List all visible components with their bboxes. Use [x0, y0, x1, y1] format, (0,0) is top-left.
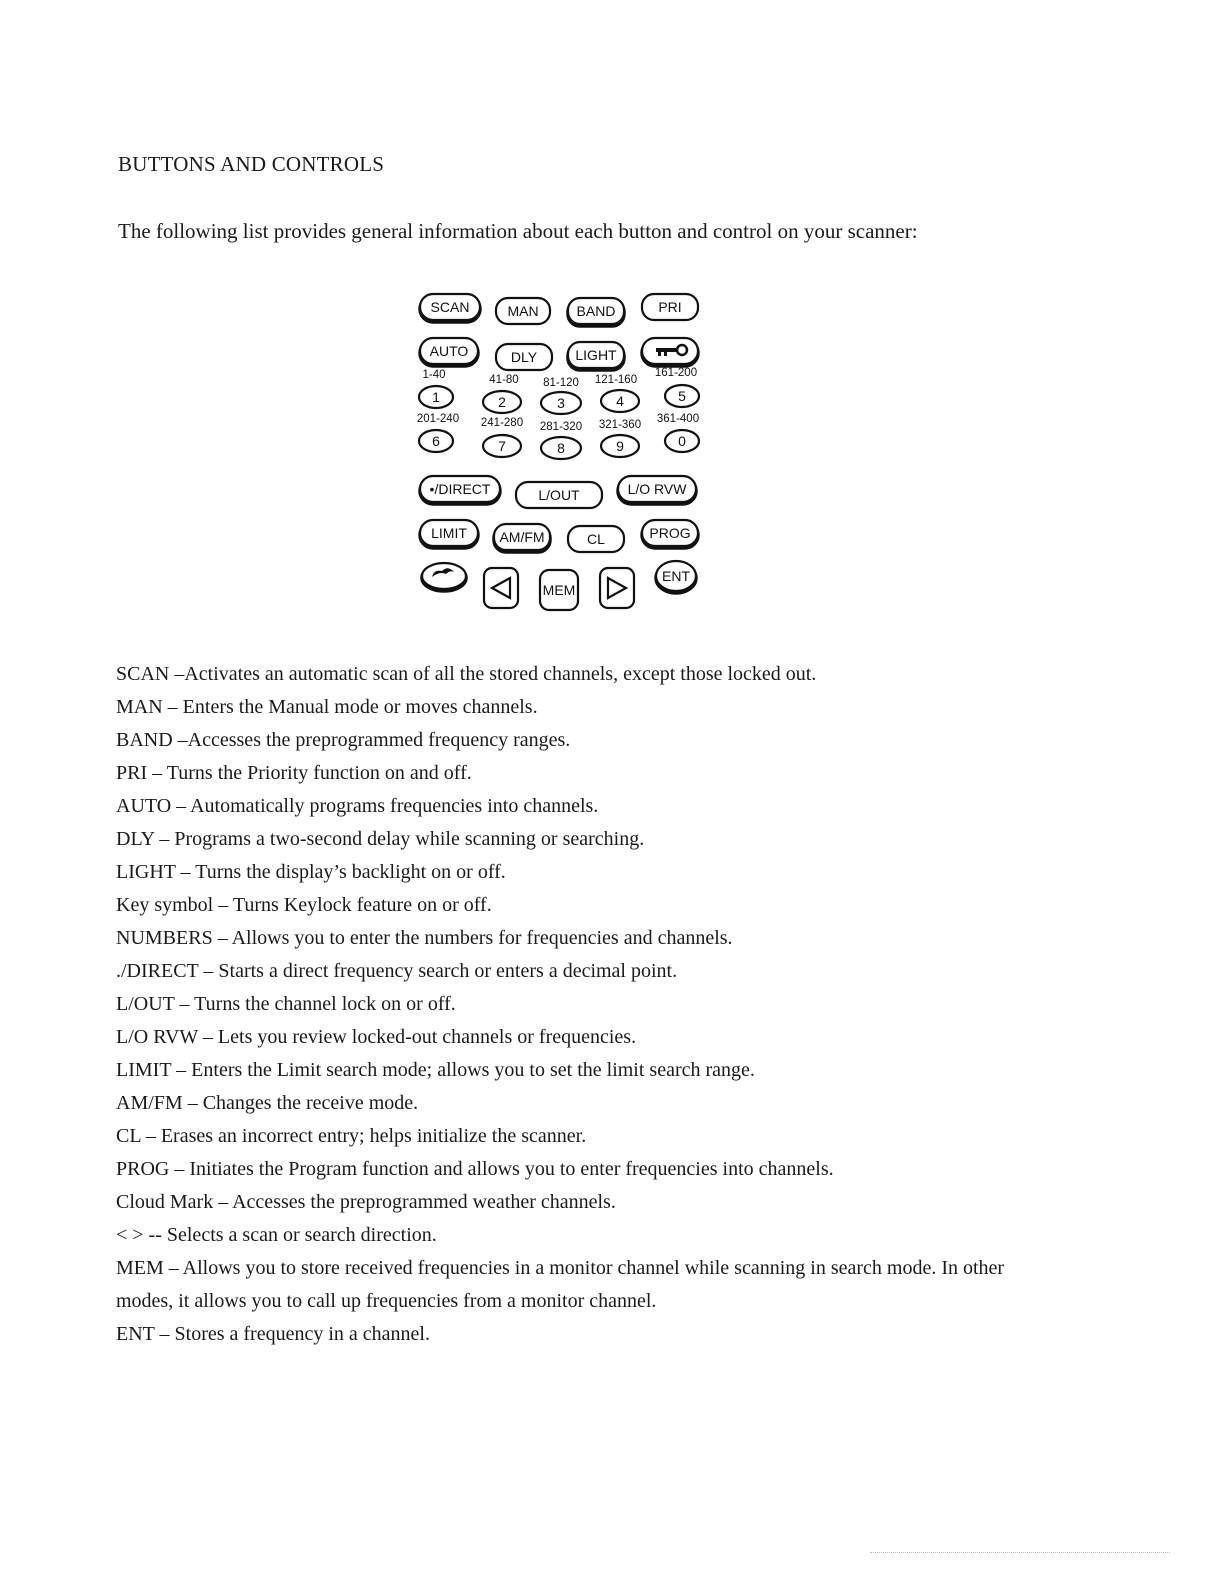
scan-key-label: SCAN — [430, 299, 470, 315]
mem-key — [540, 570, 578, 610]
desc-auto: AUTO – Automatically programs frequencies into channels. — [116, 795, 599, 817]
desc-lout: L/OUT – Turns the channel lock on or off. — [116, 993, 456, 1015]
range-label: 361-400 — [656, 413, 700, 425]
digit-key-label: 9 — [616, 438, 624, 454]
desc-amfm: AM/FM – Changes the receive mode. — [116, 1092, 419, 1114]
digit-key-3 — [541, 392, 581, 414]
digit-key-6 — [419, 430, 453, 452]
keypad-svg — [410, 284, 710, 624]
digit-key-label: 3 — [557, 395, 565, 411]
desc-key-symbol: Key symbol – Turns Keylock feature on or off. — [116, 894, 492, 916]
desc-dly: DLY – Programs a two-second delay while scanning or searching. — [116, 828, 645, 850]
range-label: 161-200 — [654, 367, 698, 379]
lout-key-label: L/OUT — [538, 487, 580, 503]
desc-cloud-mark: Cloud Mark – Accesses the preprogrammed weather channels. — [116, 1191, 616, 1213]
scan-key — [420, 294, 480, 322]
digit-key-4 — [601, 390, 639, 412]
desc-lo-rvw: L/O RVW – Lets you review locked-out channels or frequencies. — [116, 1026, 637, 1048]
man-key-label: MAN — [507, 303, 539, 319]
prog-key-label: PROG — [649, 525, 691, 541]
desc-ent: ENT – Stores a frequency in a channel. — [116, 1323, 430, 1345]
pri-key-label: PRI — [658, 299, 682, 315]
digit-key-label: 8 — [557, 440, 565, 456]
lo-rvw-key-label: L/O RVW — [627, 481, 687, 497]
desc-pri: PRI – Turns the Priority function on and off. — [116, 762, 472, 784]
desc-cl: CL – Erases an incorrect entry; helps initialize the scanner. — [116, 1125, 587, 1147]
range-label: 281-320 — [539, 421, 583, 433]
digit-key-label: 7 — [498, 438, 506, 454]
dly-key — [496, 344, 552, 370]
digit-key-label: 4 — [616, 393, 624, 409]
ent-key — [656, 561, 696, 593]
digit-key-8 — [541, 437, 581, 459]
cl-key — [568, 526, 624, 552]
right-arrow-key — [600, 568, 634, 608]
cl-key-label: CL — [587, 531, 605, 547]
band-key-label: BAND — [576, 303, 616, 319]
desc-man: MAN – Enters the Manual mode or moves channels. — [116, 696, 538, 718]
digit-key-label: 6 — [432, 433, 440, 449]
digit-key-label: 2 — [498, 394, 506, 410]
desc-arrows: < > -- Selects a scan or search direction. — [116, 1224, 437, 1246]
desc-direct: ./DIRECT – Starts a direct frequency search or enters a decimal point. — [116, 960, 678, 982]
band-key — [568, 298, 624, 326]
digit-key-0 — [665, 430, 699, 452]
desc-scan: SCAN –Activates an automatic scan of all the stored channels, except those locked out. — [116, 663, 817, 685]
digit-key-label: 5 — [678, 388, 686, 404]
button-descriptions — [116, 658, 1056, 1351]
range-label: 41-80 — [489, 374, 519, 386]
range-label: 241-280 — [480, 417, 524, 429]
prog-key — [642, 520, 698, 548]
limit-key-label: LIMIT — [431, 525, 467, 541]
range-label: 121-160 — [594, 374, 638, 386]
digit-key-label: 1 — [432, 389, 440, 405]
digit-key-5 — [665, 385, 699, 407]
intro-text: The following list provides general information about each button and control on your scanner: — [118, 219, 918, 243]
auto-key — [420, 338, 478, 366]
pri-key — [642, 294, 698, 320]
desc-light: LIGHT – Turns the display’s backlight on or off. — [116, 861, 506, 883]
amfm-key — [494, 524, 550, 552]
range-label: 321-360 — [598, 419, 642, 431]
left-arrow-key — [484, 568, 518, 608]
range-label: 1-40 — [422, 369, 446, 381]
desc-band: BAND –Accesses the preprogrammed frequency ranges. — [116, 729, 571, 751]
light-key — [568, 342, 624, 370]
digit-key-1 — [419, 386, 453, 408]
digit-key-2 — [483, 391, 521, 413]
desc-prog: PROG – Initiates the Program function and allows you to enter frequencies into channels. — [116, 1158, 834, 1180]
digit-key-7 — [483, 435, 521, 457]
lout-key — [516, 482, 602, 508]
lo-rvw-key — [618, 476, 696, 504]
key-symbol-key — [642, 338, 698, 366]
page-title: BUTTONS AND CONTROLS — [118, 152, 385, 176]
scan-artifact-line — [870, 1552, 1170, 1557]
dly-key-label: DLY — [510, 349, 538, 365]
direct-key-label: •/DIRECT — [429, 481, 491, 497]
auto-key-label: AUTO — [429, 343, 469, 359]
range-label: 81-120 — [543, 377, 579, 389]
desc-mem: MEM – Allows you to store received frequencies in a monitor channel while scanning in search mode. In other modes, it allows you to call up frequencies from a monitor channel. — [116, 1257, 1005, 1312]
man-key — [496, 298, 550, 324]
mem-key-label: MEM — [542, 582, 576, 598]
digit-key-label: 0 — [678, 433, 686, 449]
scanner-keypad-diagram — [410, 284, 710, 624]
limit-key — [420, 520, 478, 548]
amfm-key-label: AM/FM — [499, 529, 545, 545]
ent-key-label: ENT — [662, 568, 690, 584]
light-key-label: LIGHT — [575, 347, 617, 363]
range-label: 201-240 — [416, 413, 460, 425]
digit-key-9 — [601, 435, 639, 457]
direct-key — [420, 476, 500, 504]
desc-numbers: NUMBERS – Allows you to enter the numbers for frequencies and channels. — [116, 927, 733, 949]
weather-key — [422, 563, 466, 591]
desc-limit: LIMIT – Enters the Limit search mode; allows you to set the limit search range. — [116, 1059, 755, 1081]
